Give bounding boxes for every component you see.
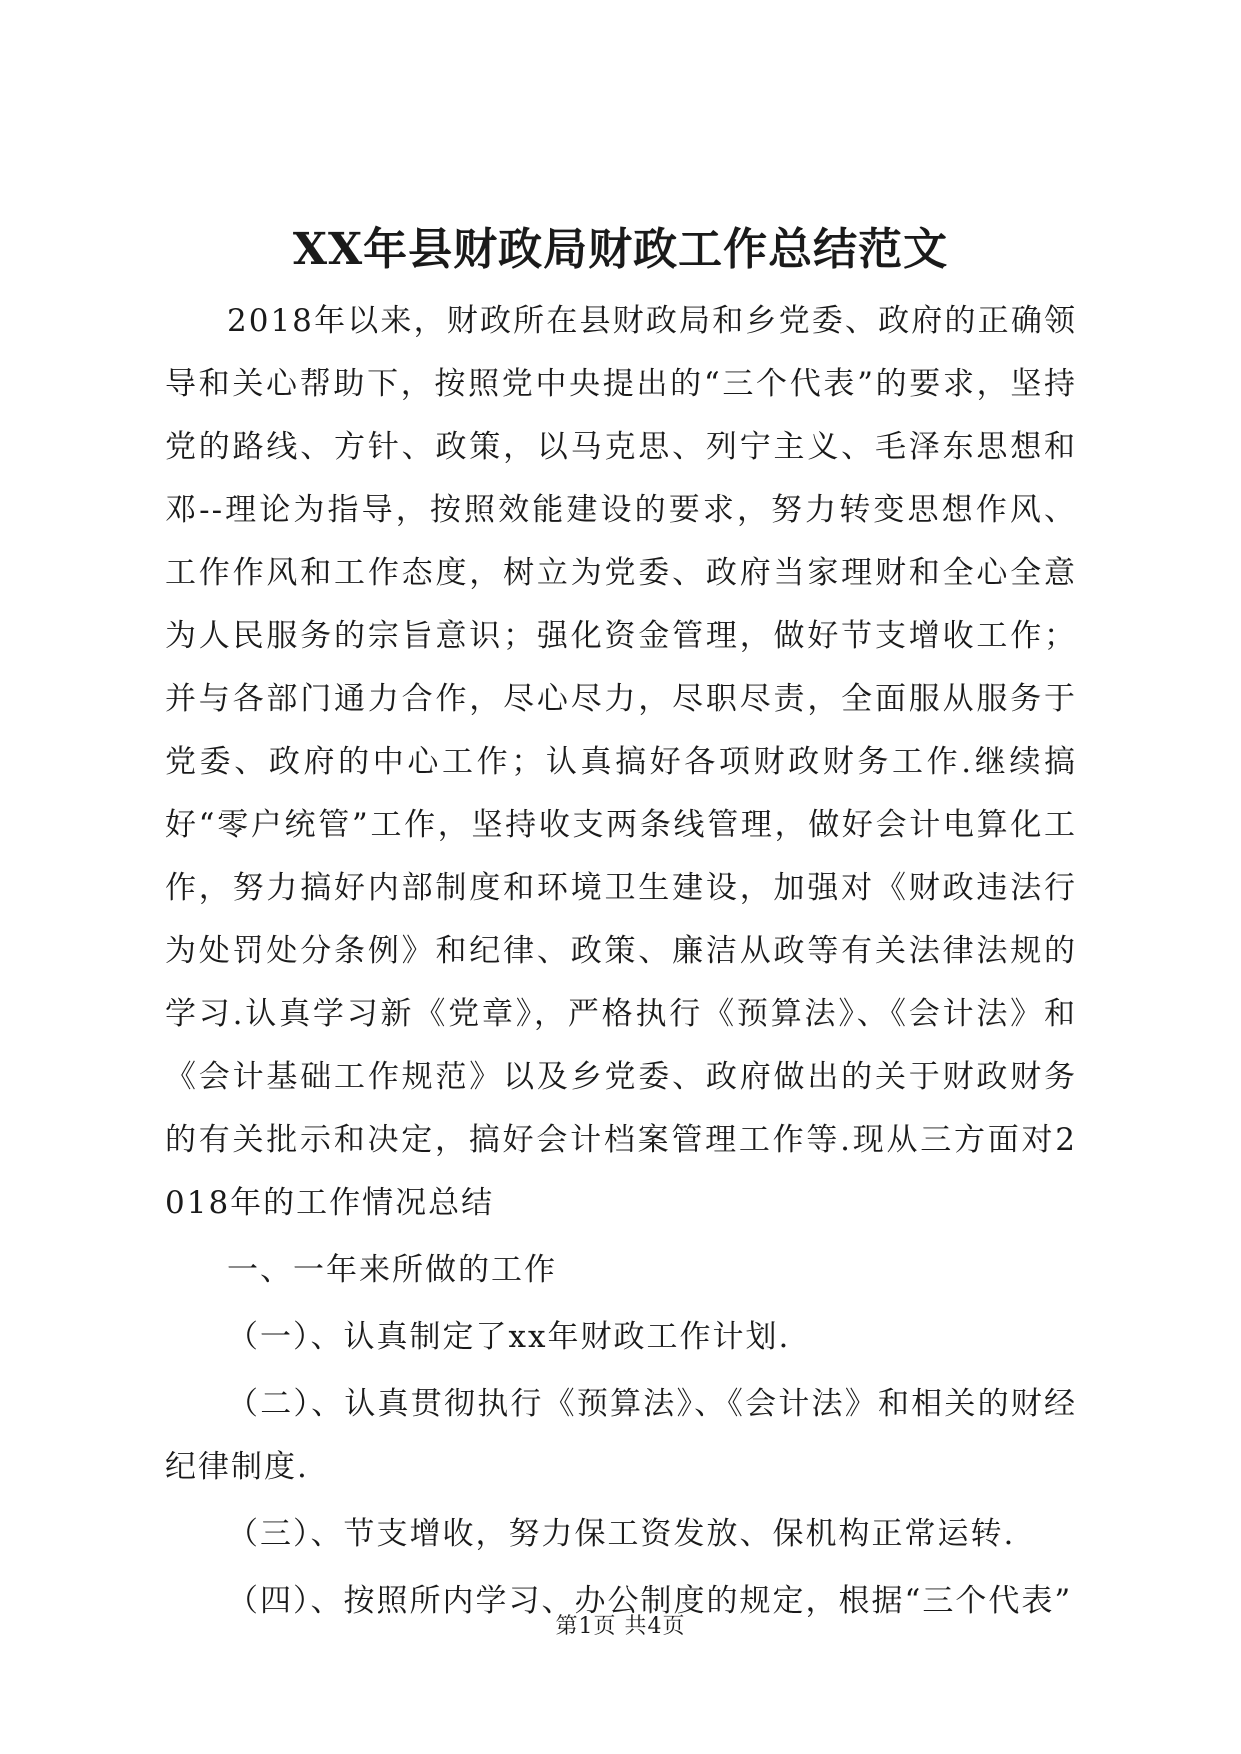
list-item-4: （四）、按照所内学习、办公制度的规定，根据“三个代表” [227, 1583, 1073, 1619]
intro-paragraph: 2018年以来，财政所在县财政局和乡党委、政府的正确领导和关心帮助下，按照党中央提出的“三个代表”的要求，坚持党的路线、方针、政策，以马克思、列宁主义、毛泽东思想和邓--理论为指导，按照效能建设的要求，努力转变思想作风、工作作风和工作态度，树立为党委、政府当家理财和全心全意为人民服务的宗旨意识；强化资金管理，做好节支增收工作；并与各部门通力合作，尽心尽力，尽职尽责，全面服从服务于党委、政府的中心工作；认真搞好各项财政财务工作.继续搞好“零户统管”工作，坚持收支两条线管理，做好会计电算化工作，努力搞好内部制度和环境卫生建设，加强对《财政违法行为处罚处分条例》和纪律、政策、廉洁从政等有关法律法规的学习.认真学习新《党章》，严格执行《预算法》、《会计法》和《会计基础工作规范》以及乡党委、政府做出的关于财政财务的有关批示和决定，搞好会计档案管理工作等.现从三方面对2018年的工作情况总结 [165, 303, 1077, 1221]
list-item-2: （二）、认真贯彻执行《预算法》、《会计法》和相关的财经纪律制度. [165, 1386, 1077, 1485]
section-heading: 一、一年来所做的工作 [227, 1252, 557, 1288]
list-item-3: （三）、节支增收，努力保工资发放、保机构正常运转. [227, 1516, 1016, 1552]
list-item-1: （一）、认真制定了xx年财政工作计划. [227, 1319, 791, 1355]
document-title: XX年县财政局财政工作总结范文 [292, 224, 949, 275]
document-body [165, 290, 1077, 1633]
page-number-footer: 第1页 共4页 [555, 1614, 686, 1639]
